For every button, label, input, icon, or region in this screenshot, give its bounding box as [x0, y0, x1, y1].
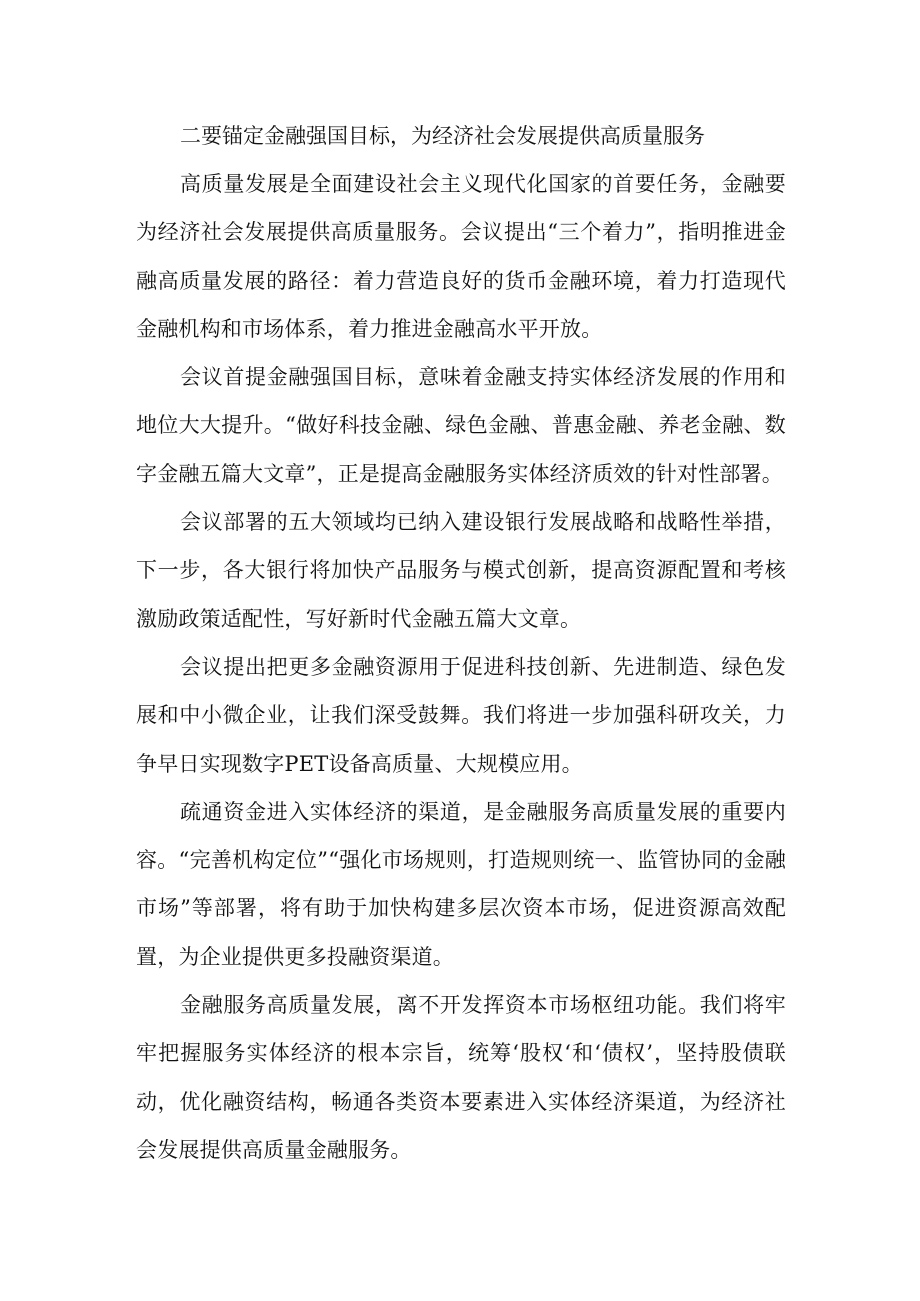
paragraph-6: 金融服务高质量发展，离不开发挥资本市场枢纽功能。我们将牢牢把握服务实体经济的根本宗旨，统筹‘股权‘和‘债权’，坚持股债联动，优化融资结构，畅通各类资本要素进入实体经济渠道，为经济社会发展提供高质量金融服务。 [136, 993, 786, 1162]
paragraph-1: 高质量发展是全面建设社会主义现代化国家的首要任务，金融要为经济社会发展提供高质量服务。会议提出“三个着力”，指明推进金融高质量发展的路径：着力营造良好的货币金融环境，着力打造现代金融机构和市场体系，着力推进金融高水平开放。 [136, 172, 786, 341]
paragraph-3: 会议部署的五大领域均已纳入建设银行发展战略和战略性举措，下一步，各大银行将加快产品服务与模式创新，提高资源配置和考核激励政策适配性，写好新时代金融五篇大文章。 [136, 510, 786, 631]
paragraph-4: 会议提出把更多金融资源用于促进科技创新、先进制造、绿色发展和中小微企业，让我们深受鼓舞。我们将进一步加强科研攻关，力争早日实现数字PET设备高质量、大规模应用。 [136, 654, 786, 776]
document-body [136, 112, 786, 1174]
paragraph-5: 疏通资金进入实体经济的渠道，是金融服务高质量发展的重要内容。“完善机构定位”“强化市场规则，打造规则统一、监管协同的金融市场”等部署，将有助于加快构建多层次资本市场，促进资源高效配置，为企业提供更多投融资渠道。 [136, 799, 786, 969]
paragraph-2: 会议首提金融强国目标，意味着金融支持实体经济发展的作用和地位大大提升。“做好科技金融、绿色金融、普惠金融、养老金融、数字金融五篇大文章”，正是提高金融服务实体经济质效的针对性部署。 [136, 365, 786, 486]
section-heading: 二要锚定金融强国目标，为经济社会发展提供高质量服务 [180, 124, 705, 148]
